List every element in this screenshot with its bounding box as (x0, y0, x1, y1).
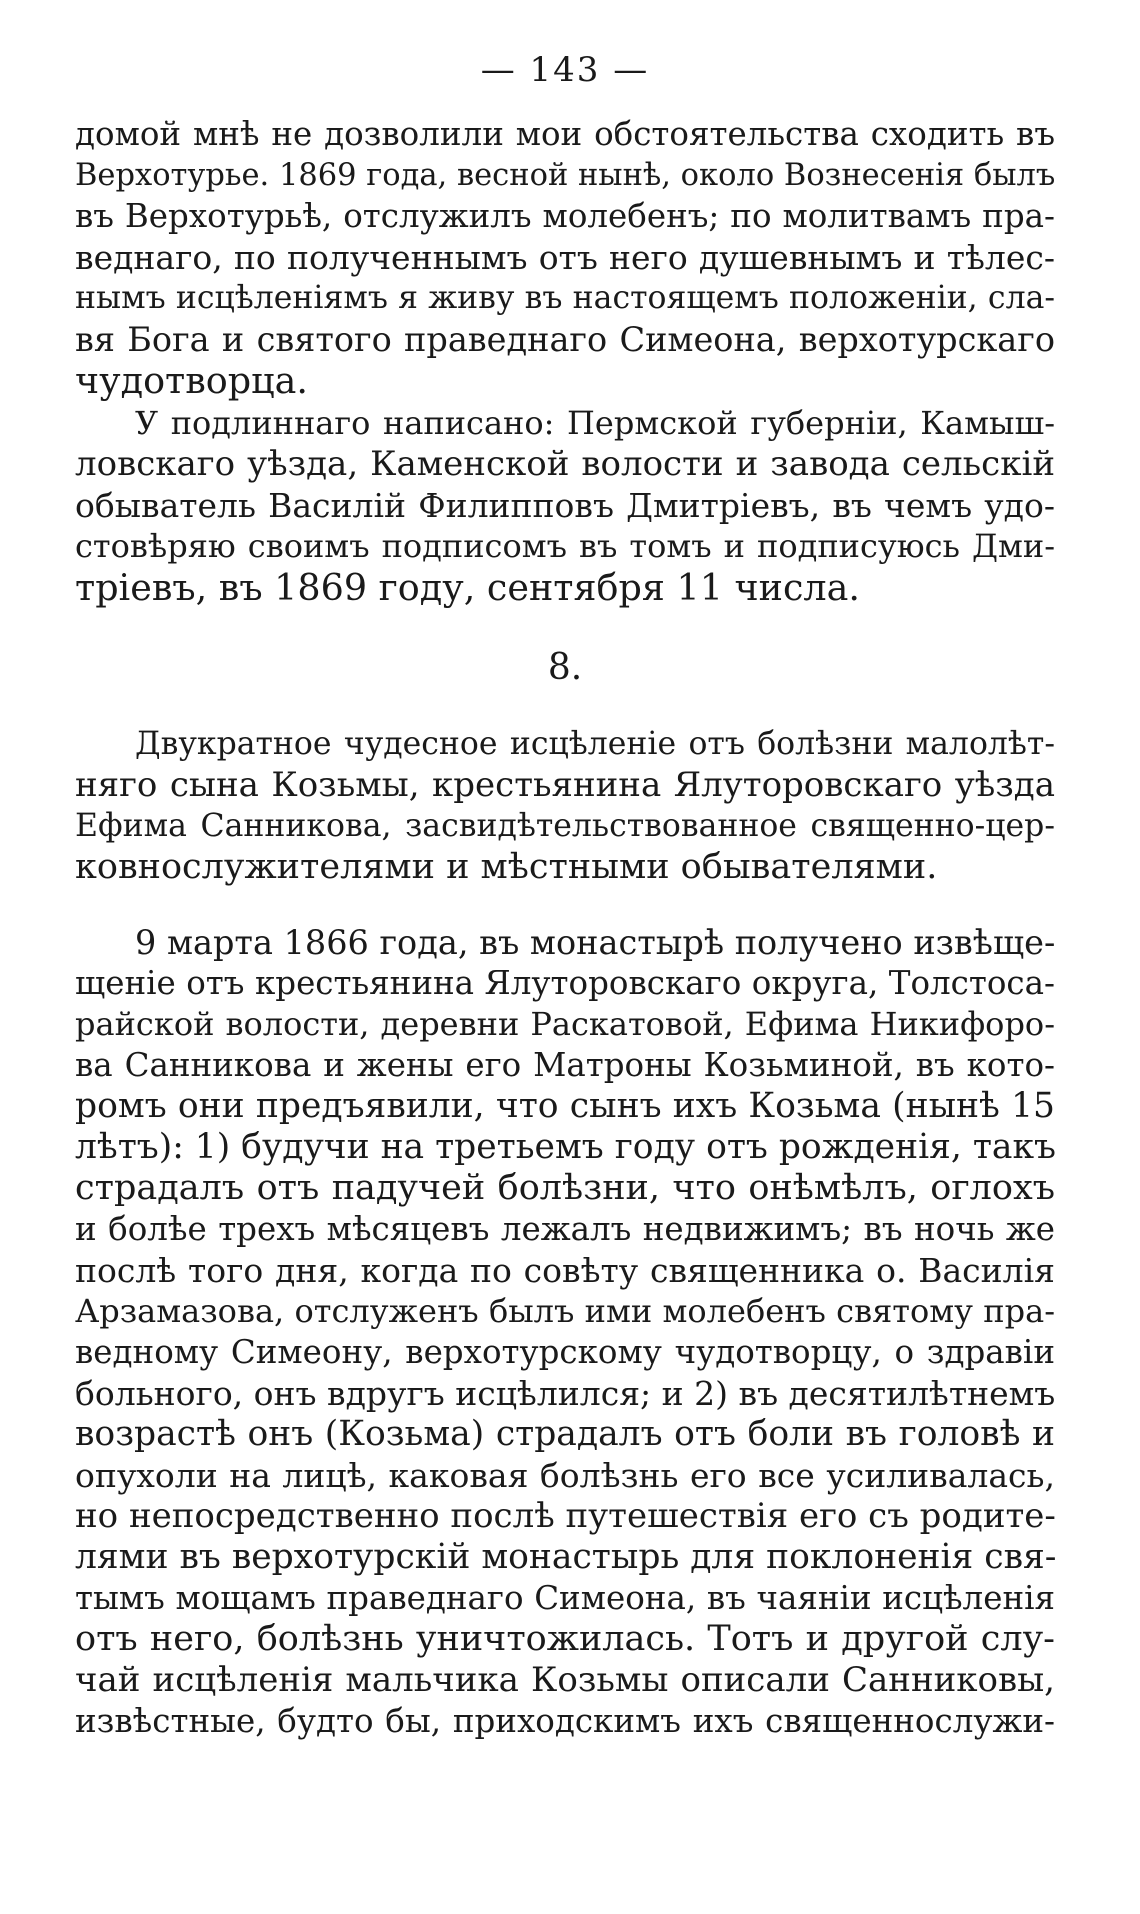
text-line: въ Верхотурьѣ, отслужилъ молебенъ; по молитвамъ пра- (75, 197, 1055, 235)
text-line: ва Санникова и жены его Матроны Козьминой, въ кото- (75, 1046, 1055, 1084)
text-line: лѣтъ): 1) будучи на третьемъ году отъ рожденія, такъ (75, 1127, 1056, 1167)
heading-line: ковнослужителями и мѣстными обывателями. (75, 847, 938, 887)
text-line: чудотворца. (75, 359, 308, 402)
section-number: 8. (547, 647, 583, 688)
text-line: возрастѣ онъ (Козьма) страдалъ отъ боли въ головѣ и (75, 1414, 1055, 1454)
text-line: извѣстные, будто бы, приходскимъ ихъ священнослужи- (75, 1702, 1055, 1740)
page-number: — 143 — (480, 50, 650, 90)
text-line: ромъ они предъявили, что сынъ ихъ Козьма (нынѣ 15 (75, 1086, 1055, 1126)
text-line: чай исцѣленія мальчика Козьмы описали Санниковы, (75, 1660, 1055, 1700)
text-line: У подлиннаго написано: Пермской губерніи, Камыш- (135, 404, 1055, 442)
text-line: щеніе отъ крестьянина Ялуторовскаго округа, Толстоса- (75, 964, 1055, 1002)
paragraph-main (75, 922, 1055, 1742)
text-line: 9 марта 1866 года, въ монастырѣ получено извѣще- (135, 923, 1056, 962)
text-line: стовѣряю своимъ подписомъ въ томъ и подписуюсь Дми- (75, 527, 1055, 565)
book-page (75, 48, 1055, 1742)
heading-line: няго сына Козьмы, крестьянина Ялуторовскаго уѣзда (75, 765, 1055, 805)
text-line: вя Бога и святого праведнаго Симеона, верхотурскаго (75, 320, 1055, 359)
text-line: больного, онъ вдругъ исцѣлился; и 2) въ десятилѣтнемъ (75, 1374, 1056, 1413)
text-line: и болѣе трехъ мѣсяцевъ лежалъ недвижимъ; въ ночь же (75, 1210, 1055, 1248)
text-line: райской волости, деревни Раскатовой, Ефима Никифоро- (75, 1005, 1055, 1043)
heading-line: Двукратное чудесное исцѣленіе отъ болѣзни малолѣт- (135, 726, 1055, 762)
text-line: Верхотурье. 1869 года, весной нынѣ, около Вознесенія былъ (75, 158, 1056, 193)
paragraph-signature-note (75, 403, 1055, 608)
text-line: послѣ того дня, когда по совѣту священника о. Василія (75, 1251, 1055, 1290)
text-line: страдалъ отъ падучей болѣзни, что онѣмѣлъ, оглохъ (75, 1168, 1055, 1208)
text-line: Арзамазова, отслуженъ былъ ими молебенъ святому пра- (75, 1292, 1055, 1330)
text-line: тріевъ, въ 1869 году, сентября 11 числа. (75, 566, 860, 609)
heading-line: Ефима Санникова, засвидѣтельствованное священно-цер- (75, 808, 1055, 844)
section-heading (75, 724, 1055, 888)
text-line: нымъ исцѣленіямъ я живу въ настоящемъ положеніи, сла- (75, 280, 1055, 316)
paragraph-continued (75, 114, 1055, 401)
text-line: обыватель Василій Филипповъ Дмитріевъ, въ чемъ удо- (75, 486, 1055, 525)
text-line: опухоли на лицѣ, каковая болѣзнь его все усиливалась, (75, 1456, 1055, 1495)
text-line: домой мнѣ не дозволили мои обстоятельства сходить въ (75, 115, 1055, 153)
text-line: веднаго, по полученнымъ отъ него душевнымъ и тѣлес- (75, 238, 1055, 277)
text-line: тымъ мощамъ праведнаго Симеона, въ чаяніи исцѣленія (75, 1579, 1055, 1617)
text-line: ведному Симеону, верхотурскому чудотворцу, о здравіи (75, 1333, 1055, 1371)
text-line: но непосредственно послѣ путешествія его съ родите- (75, 1496, 1056, 1536)
text-line: лями въ верхотурскій монастырь для поклоненія свя- (75, 1537, 1057, 1577)
text-line: отъ него, болѣзнь уничтожилась. Тотъ и другой слу- (75, 1619, 1055, 1659)
text-line: ловскаго уѣзда, Каменской волости и завода сельскій (75, 444, 1055, 484)
